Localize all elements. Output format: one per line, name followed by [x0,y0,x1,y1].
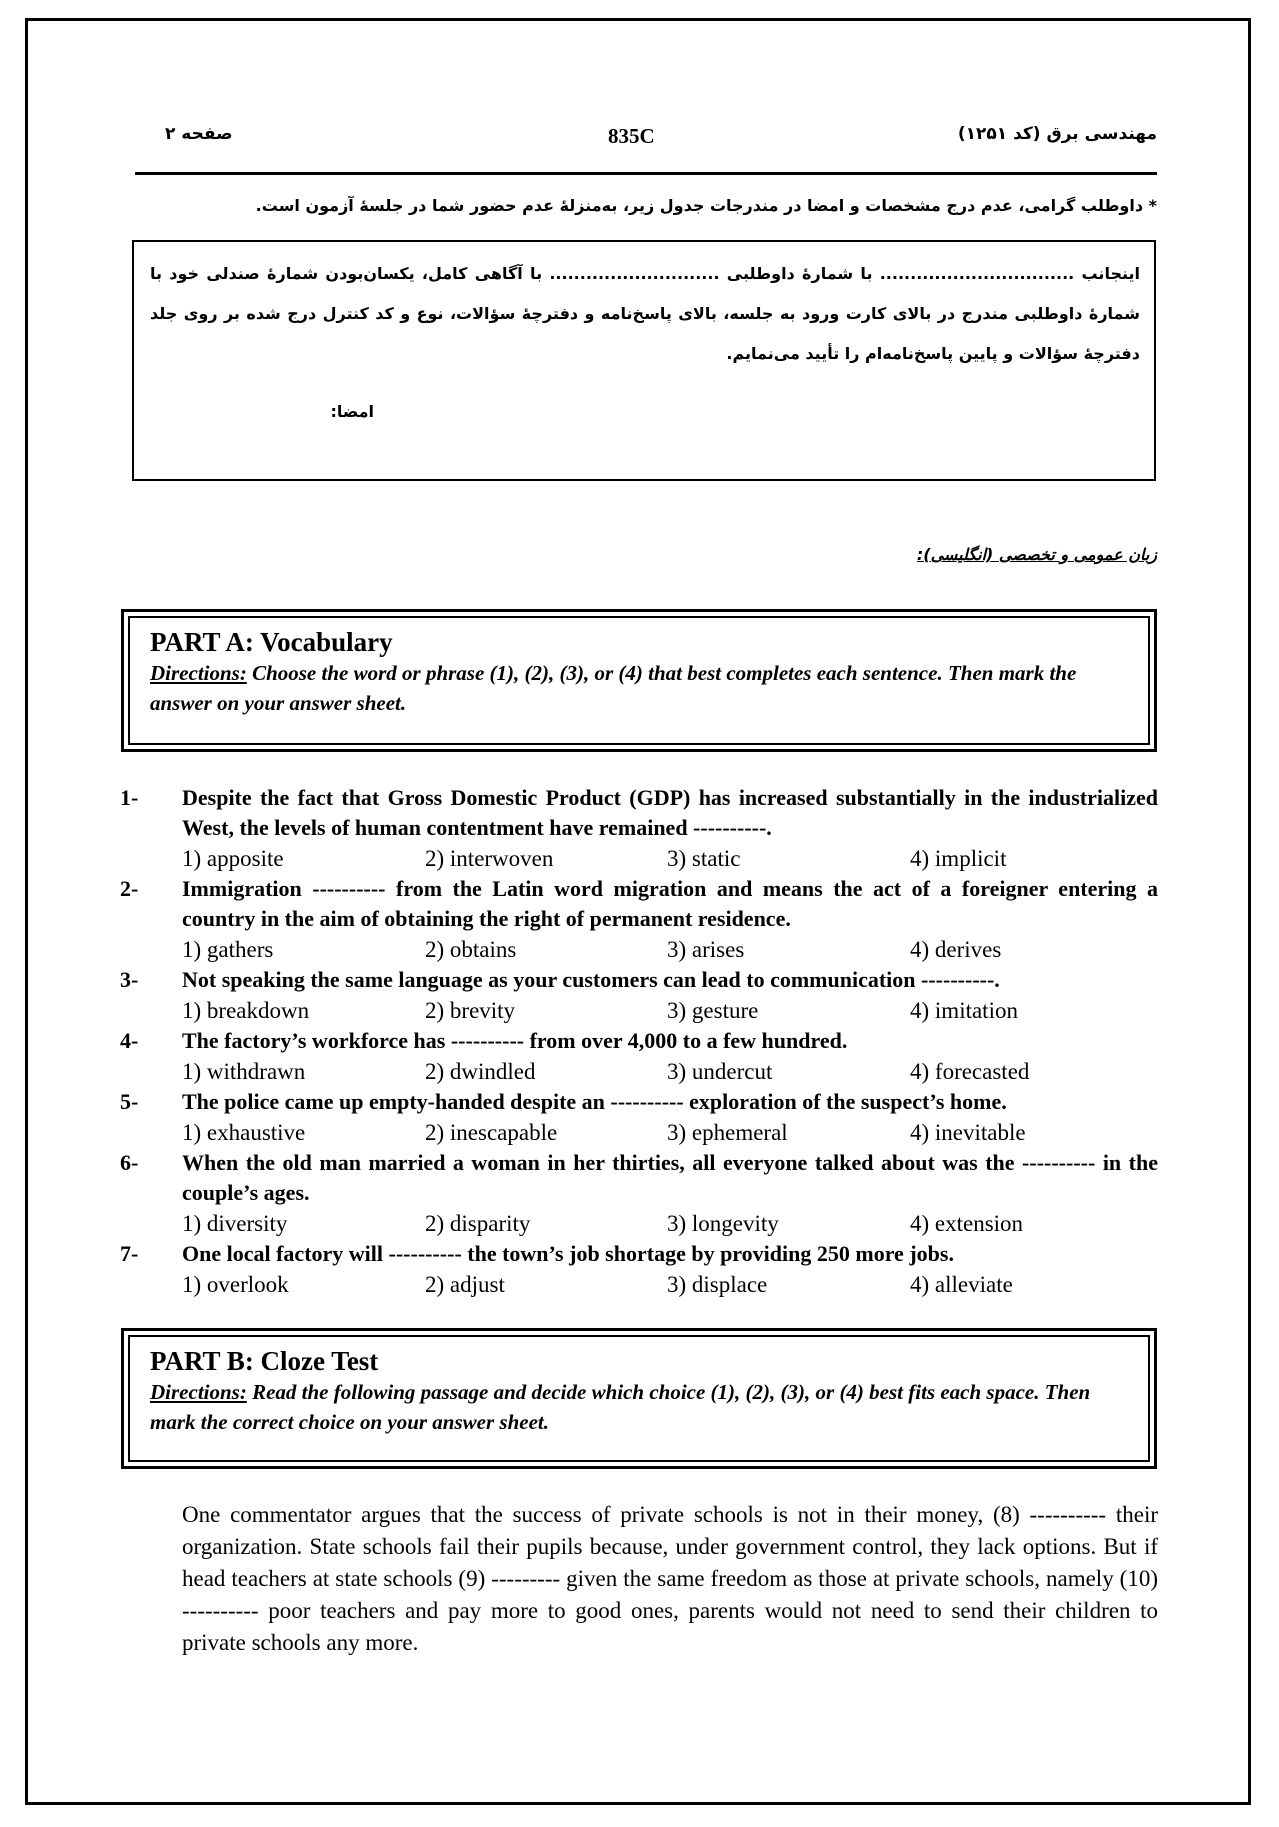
question-stem: When the old man married a woman in her thirties, all everyone talked about was the ---------- in the couple’s ages. [182,1150,1158,1205]
option-2: 2) adjust [425,1272,505,1297]
option-2: 2) obtains [425,937,517,962]
option-1: 1) withdrawn [182,1059,306,1084]
exam-title: مهندسی برق (کد ۱۲۵۱) [957,124,1157,144]
option-4: 4) inevitable [910,1120,1026,1145]
question-options [182,934,1160,965]
question-options [182,1269,1160,1300]
option-1: 1) overlook [182,1272,289,1297]
question-item [120,1239,1160,1300]
question-options [182,843,1160,874]
option-3: 3) undercut [667,1059,773,1084]
part-a-directions [150,658,1128,718]
part-a-title: PART A: Vocabulary [150,627,393,657]
part-a-box [121,609,1157,752]
question-item [120,965,1160,1026]
directions-label: Directions: [150,1380,247,1404]
question-item [120,1148,1160,1239]
signature-box [132,240,1156,481]
question-options [182,1208,1160,1239]
question-options [182,1117,1160,1148]
option-3: 3) ephemeral [667,1120,788,1145]
signature-label: امضا: [330,402,374,421]
option-2: 2) brevity [425,998,516,1023]
option-2: 2) dwindled [425,1059,536,1084]
page-number: صفحه ۲ [165,124,233,144]
option-1: 1) diversity [182,1211,288,1236]
option-4: 4) derives [910,937,1002,962]
option-4: 4) alleviate [910,1272,1013,1297]
question-stem: The police came up empty-handed despite an ---------- exploration of the suspect’s home. [182,1089,1007,1114]
option-4: 4) extension [910,1211,1024,1236]
cloze-passage: One commentator argues that the success of private schools is not in their money, (8) ---------- their organization. State schools fail their pupils because, under government control, they lack options. But if head teachers at state schools (9) --------- given the same freedom as those at private schools, namely (10) ---------- poor teachers and pay more to good ones, parents would not need to send their children to private schools any more. [182,1502,1158,1655]
option-2: 2) disparity [425,1211,531,1236]
option-1: 1) breakdown [182,998,310,1023]
question-number: 1- [120,785,139,810]
option-3: 3) displace [667,1272,768,1297]
question-list [120,783,1160,1300]
question-number: 4- [120,1028,139,1053]
directions-text: Choose the word or phrase (1), (2), (3), or (4) that best completes each sentence. Then mark the answer on your answer sheet. [150,661,1077,715]
question-stem: Immigration ---------- from the Latin word migration and means the act of a foreigner entering a country in the aim of obtaining the right of permanent residence. [182,876,1158,931]
section-heading: زبان عمومی و تخصصی (انگلیسی): [916,545,1157,564]
question-number: 3- [120,967,139,992]
declaration-text: اینجانب ................................ با شمارهٔ داوطلبی ............................ با آگاهی کامل، یکسان‌بودن شمارهٔ صندلی خود با شمارهٔ داوطلبی مندرج در بالای کارت ورود به جلسه، بالای پاسخ‌نامه و دفترچهٔ سؤالات، نوع و کد کنترل درج شده بر روی جلد دفترچهٔ سؤالات و پایین پاسخ‌نامه‌ام را تأیید می‌نمایم. [150,264,1140,363]
directions-text: Read the following passage and decide which choice (1), (2), (3), or (4) best fits each space. Then mark the correct choice on your answer sheet. [150,1380,1091,1434]
question-item [120,1087,1160,1148]
question-stem: Despite the fact that Gross Domestic Product (GDP) has increased substantially in the industrialized West, the levels of human contentment have remained ----------. [182,785,1158,840]
part-b-directions [150,1377,1128,1437]
question-number: 2- [120,876,139,901]
question-item [120,1026,1160,1087]
question-item [120,783,1160,874]
part-b-title: PART B: Cloze Test [150,1346,379,1376]
booklet-code: 835C [608,124,655,148]
option-4: 4) forecasted [910,1059,1030,1084]
option-1: 1) apposite [182,846,284,871]
option-2: 2) interwoven [425,846,554,871]
directions-label: Directions: [150,661,247,685]
question-stem: Not speaking the same language as your customers can lead to communication ----------. [182,967,1000,992]
option-1: 1) exhaustive [182,1120,306,1145]
option-4: 4) imitation [910,998,1018,1023]
question-number: 7- [120,1241,139,1266]
question-stem: One local factory will ---------- the town’s job shortage by providing 250 more jobs. [182,1241,954,1266]
question-stem: The factory’s workforce has ---------- from over 4,000 to a few hundred. [182,1028,848,1053]
question-options [182,1056,1160,1087]
option-3: 3) longevity [667,1211,779,1236]
option-4: 4) implicit [910,846,1007,871]
candidate-notice: * داوطلب گرامی، عدم درج مشخصات و امضا در مندرجات جدول زیر، به‌منزلهٔ عدم حضور شما در جلسهٔ آزمون است. [255,196,1157,215]
option-3: 3) static [667,846,741,871]
option-3: 3) gesture [667,998,759,1023]
part-b-box [121,1328,1157,1469]
question-options [182,995,1160,1026]
header-divider [135,172,1157,175]
question-number: 6- [120,1150,139,1175]
option-1: 1) gathers [182,937,274,962]
question-number: 5- [120,1089,139,1114]
question-item [120,874,1160,965]
option-2: 2) inescapable [425,1120,558,1145]
option-3: 3) arises [667,937,745,962]
